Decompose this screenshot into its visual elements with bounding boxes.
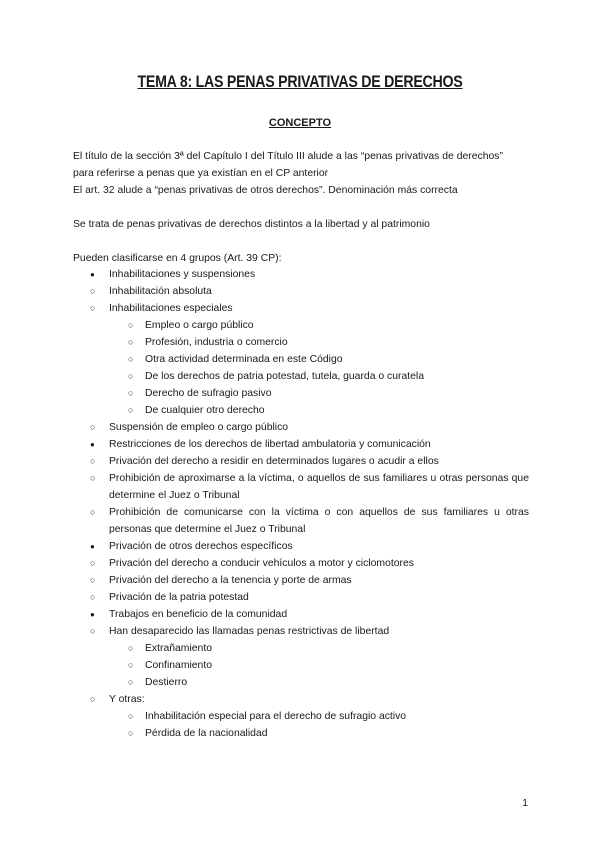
list-item: Extrañamiento: [145, 643, 212, 654]
list-item: Privación del derecho a conducir vehículos a motor y ciclomotores: [109, 558, 414, 569]
hollow-bullet-icon: ○: [128, 711, 134, 721]
list-item: Privación del derecho a residir en determinados lugares o acudir a ellos: [109, 456, 439, 467]
hollow-bullet-icon: ○: [90, 558, 96, 568]
hollow-bullet-icon: ○: [90, 473, 96, 483]
filled-bullet-icon: ●: [90, 542, 95, 551]
list-item: Han desaparecido las llamadas penas restrictivas de libertad: [109, 626, 390, 637]
hollow-bullet-icon: ○: [128, 337, 134, 347]
hollow-bullet-icon: ○: [90, 507, 96, 517]
list-item: Restricciones de los derechos de libertad ambulatoria y comunicación: [109, 439, 431, 450]
list-item: Inhabilitaciones y suspensiones: [109, 269, 256, 280]
list-item: Privación del derecho a la tenencia y porte de armas: [109, 575, 352, 586]
hollow-bullet-icon: ○: [128, 371, 134, 381]
paragraph-line: El art. 32 alude a “penas privativas de otros derechos”. Denominación más correcta: [73, 185, 458, 196]
hollow-bullet-icon: ○: [90, 694, 96, 704]
hollow-bullet-icon: ○: [128, 388, 134, 398]
hollow-bullet-icon: ○: [90, 303, 96, 313]
paragraph-line: para referirse a penas que ya existían en el CP anterior: [73, 168, 329, 179]
hollow-bullet-icon: ○: [128, 405, 134, 415]
hollow-bullet-icon: ○: [128, 320, 134, 330]
filled-bullet-icon: ●: [90, 610, 95, 619]
hollow-bullet-icon: ○: [90, 456, 96, 466]
paragraph-line: El título de la sección 3ª del Capítulo I del Título III alude a las “penas privativas de derechos”: [73, 151, 503, 162]
list-item: Empleo o cargo público: [145, 320, 254, 331]
list-item: Inhabilitaciones especiales: [109, 303, 233, 314]
list-item: Prohibición de comunicarse con la víctima o con aquellos de sus familiares u otras personas que determine el Juez o Tribunal: [109, 507, 529, 535]
hollow-bullet-icon: ○: [90, 592, 96, 602]
list-item: De cualquier otro derecho: [145, 405, 265, 416]
hollow-bullet-icon: ○: [128, 643, 134, 653]
hollow-bullet-icon: ○: [128, 660, 134, 670]
hollow-bullet-icon: ○: [90, 626, 96, 636]
list-item: Prohibición de aproximarse a la víctima, o aquellos de sus familiares u otras personas que determine el Juez o Tribunal: [109, 473, 529, 501]
list-item: De los derechos de patria potestad, tutela, guarda o curatela: [145, 371, 424, 382]
list-item: Suspensión de empleo o cargo público: [109, 422, 289, 433]
hollow-bullet-icon: ○: [90, 422, 96, 432]
list-item: Inhabilitación especial para el derecho de sufragio activo: [145, 711, 407, 722]
list-item: Pérdida de la nacionalidad: [145, 728, 268, 739]
list-item: Profesión, industria o comercio: [145, 337, 288, 348]
list-item: Destierro: [145, 677, 188, 688]
paragraph-line: Se trata de penas privativas de derechos distintos a la libertad y al patrimonio: [73, 219, 430, 230]
hollow-bullet-icon: ○: [128, 677, 134, 687]
hollow-bullet-icon: ○: [90, 286, 96, 296]
list-item: Otra actividad determinada en este Código: [145, 354, 343, 365]
hollow-bullet-icon: ○: [128, 354, 134, 364]
list-item: Trabajos en beneficio de la comunidad: [109, 609, 288, 620]
paragraph-line: Pueden clasificarse en 4 grupos (Art. 39 CP):: [73, 253, 282, 264]
list-item: Inhabilitación absoluta: [109, 286, 212, 297]
filled-bullet-icon: ●: [90, 270, 95, 279]
page-title: TEMA 8: LAS PENAS PRIVATIVAS DE DERECHOS: [137, 73, 463, 91]
page-number: 1: [522, 798, 528, 809]
hollow-bullet-icon: ○: [90, 575, 96, 585]
list-item: Confinamiento: [145, 660, 213, 671]
section-heading: CONCEPTO: [268, 117, 332, 129]
hollow-bullet-icon: ○: [128, 728, 134, 738]
list-item: Privación de otros derechos específicos: [109, 541, 293, 552]
list-item: Y otras:: [109, 694, 145, 705]
list-item: Derecho de sufragio pasivo: [145, 388, 272, 399]
list-item: Privación de la patria potestad: [109, 592, 249, 603]
filled-bullet-icon: ●: [90, 440, 95, 449]
